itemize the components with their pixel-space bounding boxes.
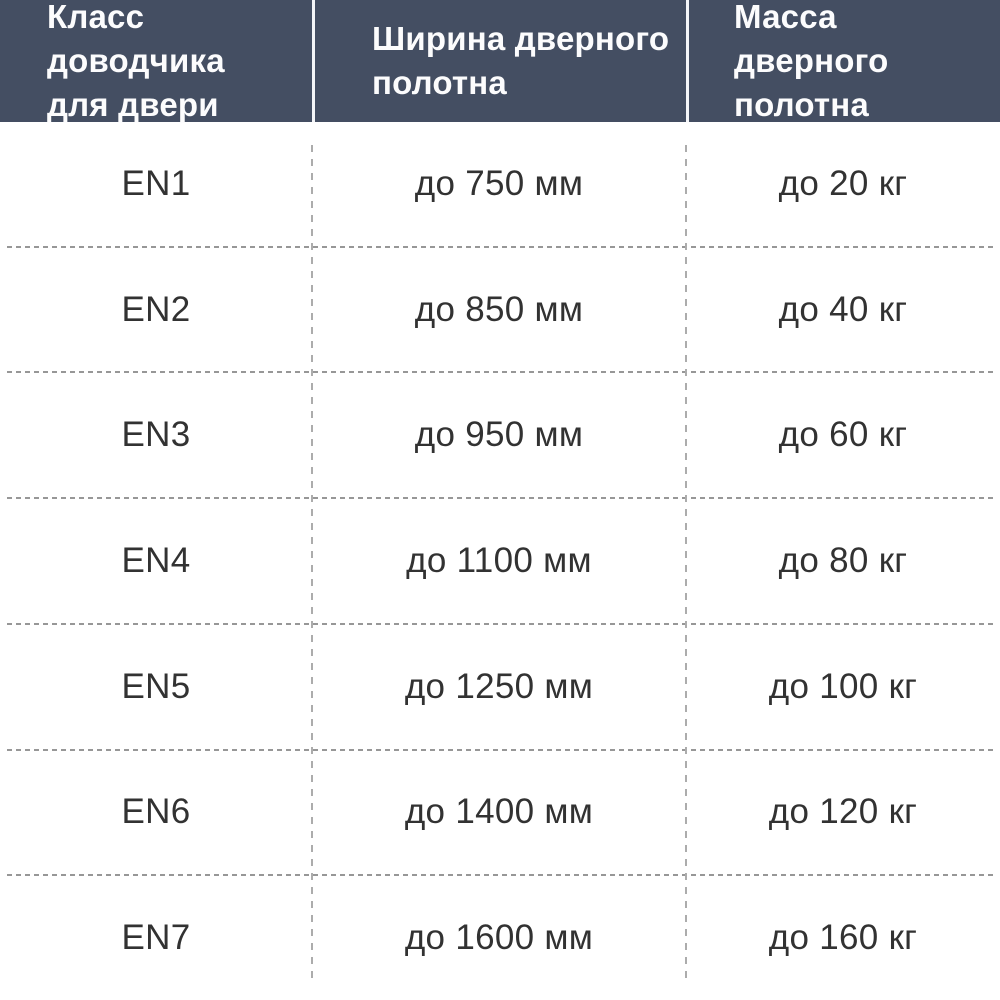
header-cell-class	[0, 0, 312, 122]
table-row-en1	[0, 122, 1000, 246]
cell-width: до 1600 мм	[404, 918, 594, 958]
cell-width: до 950 мм	[414, 415, 584, 455]
header-cell-mass	[686, 0, 1000, 122]
cell-class: EN4	[121, 541, 191, 581]
vertical-divider-1	[311, 145, 313, 982]
table-body	[0, 122, 1000, 1000]
table-row-en7	[0, 876, 1000, 1000]
cell-mass: до 40 кг	[778, 289, 908, 329]
header-width-line2: полотна	[372, 64, 507, 101]
cell-width: до 850 мм	[414, 289, 584, 329]
table-row-en2	[0, 248, 1000, 372]
header-mass-line1: Масса дверного	[734, 0, 889, 79]
cell-mass: до 80 кг	[778, 541, 908, 581]
table-row-en4	[0, 499, 1000, 623]
header-class-line2: для двери	[47, 86, 219, 123]
cell-class: EN1	[121, 163, 191, 203]
cell-mass: до 60 кг	[778, 415, 908, 455]
header-mass-line2: полотна	[734, 86, 869, 123]
cell-width: до 1400 мм	[404, 792, 594, 832]
cell-width: до 750 мм	[414, 163, 584, 203]
vertical-divider-2	[685, 145, 687, 982]
cell-mass: до 100 кг	[768, 666, 918, 706]
cell-mass: до 20 кг	[778, 163, 908, 203]
table-row-en3	[0, 373, 1000, 497]
header-class-line1: Класс доводчика	[47, 0, 225, 79]
cell-mass: до 120 кг	[768, 792, 918, 832]
header-width-line1: Ширина дверного	[372, 20, 670, 57]
cell-class: EN6	[121, 792, 191, 832]
cell-class: EN3	[121, 415, 191, 455]
table-row-en5	[0, 625, 1000, 749]
cell-width: до 1250 мм	[404, 666, 594, 706]
table-header-row	[0, 0, 1000, 122]
cell-class: EN5	[121, 666, 191, 706]
cell-mass: до 160 кг	[768, 918, 918, 958]
cell-width: до 1100 мм	[406, 541, 592, 581]
cell-class: EN7	[121, 918, 191, 958]
table-row-en6	[0, 751, 1000, 875]
cell-class: EN2	[121, 289, 191, 329]
header-cell-width	[312, 0, 686, 122]
